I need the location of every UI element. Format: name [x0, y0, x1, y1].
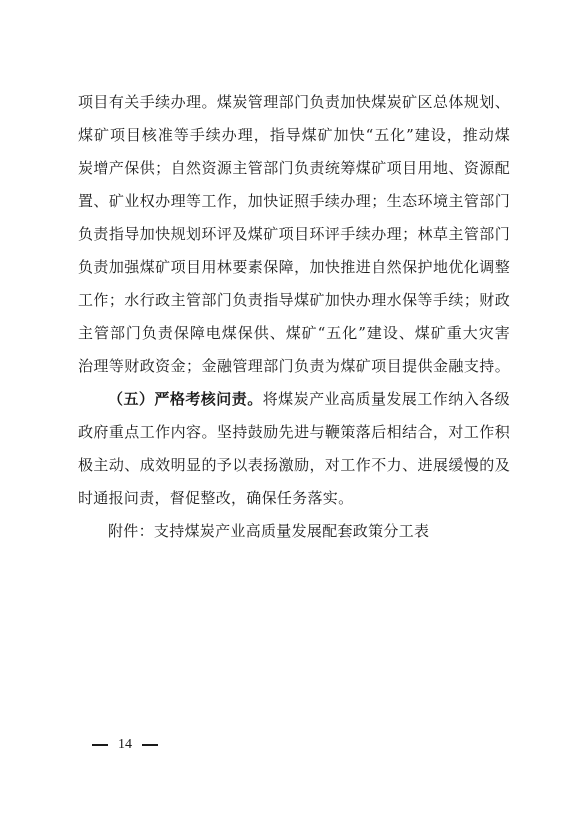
body-line-7: 工作；水行政主管部门负责指导煤矿加快办理水保等手续；财政	[78, 291, 510, 309]
section-5-first-line-text: 将煤炭产业高质量发展工作纳入各级	[262, 390, 510, 408]
body-line-9: 治理等财政资金；金融管理部门负责为煤矿项目提供金融支持。	[78, 357, 510, 375]
body-line-6: 负责加强煤矿项目用林要素保障，加快推进自然保护地优化调整	[78, 258, 510, 276]
body-line-2: 煤矿项目核准等手续办理，指导煤矿加快“五化”建设，推动煤	[78, 126, 510, 144]
body-line-1: 项目有关手续办理。煤炭管理部门负责加快煤炭矿区总体规划、	[78, 93, 510, 111]
body-line-5: 负责指导加快规划环评及煤矿项目环评手续办理；林草主管部门	[78, 225, 510, 243]
page-number-left-dash	[92, 744, 108, 746]
section-5-line-4: 时通报问责，督促整改，确保任务落实。	[78, 489, 354, 507]
body-line-3: 炭增产保供；自然资源主管部门负责统筹煤矿项目用地、资源配	[78, 159, 510, 177]
body-line-8: 主管部门负责保障电煤保供、煤矿“五化”建设、煤矿重大灾害	[78, 324, 510, 342]
section-5-heading: （五）严格考核问责。	[108, 390, 263, 408]
section-5-line-2: 政府重点工作内容。坚持鼓励先进与鞭策落后相结合，对工作积	[78, 423, 510, 441]
page-number: 14	[118, 737, 132, 752]
section-5-line-3: 极主动、成效明显的予以表扬激励，对工作不力、进展缓慢的及	[78, 456, 510, 474]
page-footer	[92, 735, 158, 755]
page-number-right-dash	[142, 744, 158, 746]
attachment-line: 附件：支持煤炭产业高质量发展配套政策分工表	[108, 522, 430, 540]
body-line-4: 置、矿业权办理等工作，加快证照手续办理；生态环境主管部门	[78, 192, 510, 210]
section-5-first-line	[108, 389, 510, 409]
